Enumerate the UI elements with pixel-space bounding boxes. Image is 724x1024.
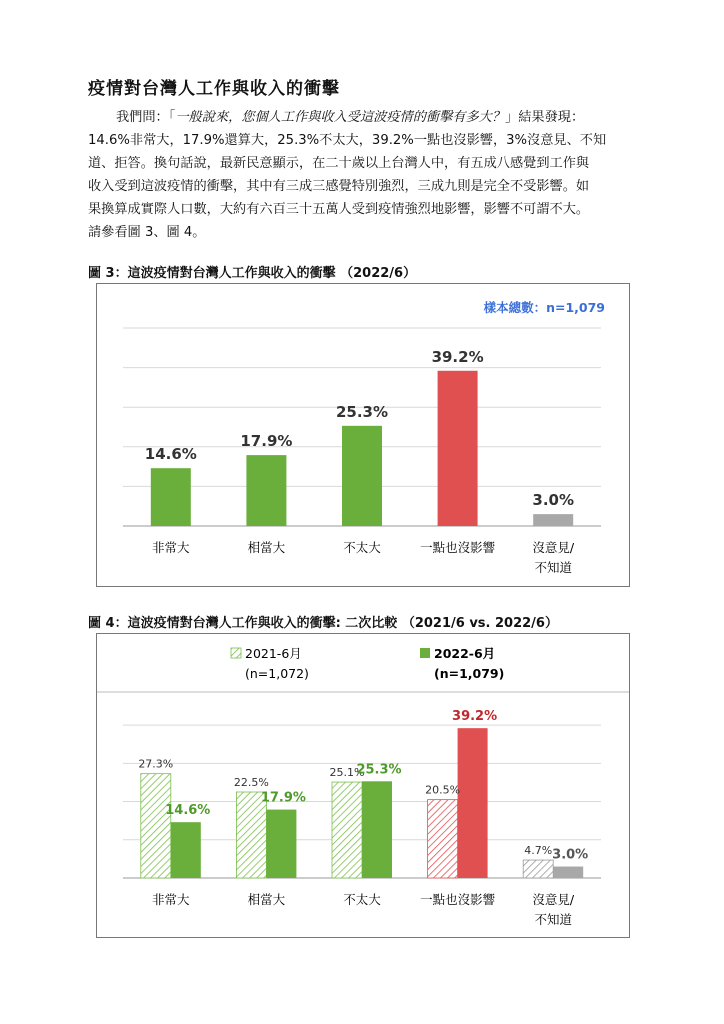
category-label-1: 相當大 bbox=[247, 892, 286, 907]
legend-sub-2022: (n=1,079) bbox=[434, 666, 505, 681]
paragraph-line-3: 道、拒答。換句話說，最新民意顯示，在二十歲以上台灣人中，有五成八感覺到工作與 bbox=[88, 156, 590, 171]
bar-2 bbox=[342, 426, 382, 526]
legend-swatch-2021 bbox=[231, 648, 241, 658]
bar-2021-4 bbox=[523, 860, 553, 878]
question-prefix: 我們問：「 bbox=[116, 110, 176, 125]
bar-2022-3 bbox=[458, 728, 488, 878]
bar-4 bbox=[533, 514, 573, 526]
category-label-4: 沒意見/ bbox=[532, 892, 575, 907]
figure3-chart bbox=[97, 284, 629, 586]
figure4-title: 圖 4：這波疫情對台灣人工作與收入的衝擊: 二次比較 （2021/6 vs. 2022/6） bbox=[88, 616, 558, 631]
bar-2022-4 bbox=[553, 867, 583, 878]
category-label-3: 一點也沒影響 bbox=[420, 892, 496, 907]
data-label-1: 17.9% bbox=[240, 432, 293, 451]
data-label-0: 14.6% bbox=[144, 445, 197, 464]
bar-2021-2 bbox=[332, 782, 362, 878]
paragraph-line-6: 請參看圖 3、圖 4。 bbox=[88, 225, 206, 240]
category-label-2: 不太大 bbox=[343, 540, 381, 555]
data-label-2021-2: 25.1% bbox=[329, 766, 365, 780]
body-paragraph bbox=[88, 106, 648, 244]
bar-2022-2 bbox=[362, 781, 392, 878]
category-label-4-line2: 不知道 bbox=[534, 912, 572, 927]
paragraph-line-1 bbox=[88, 106, 648, 129]
bar-1 bbox=[246, 455, 286, 526]
data-label-2021-1: 22.5% bbox=[233, 776, 269, 789]
data-label-2022-3: 39.2% bbox=[452, 709, 498, 725]
figure3-frame bbox=[96, 283, 630, 587]
bar-2022-0 bbox=[171, 822, 201, 878]
data-label-4: 3.0% bbox=[532, 491, 575, 510]
bar-2021-0 bbox=[141, 774, 171, 878]
category-label-4-line2: 不知道 bbox=[534, 560, 572, 575]
bar-0 bbox=[151, 468, 191, 526]
paragraph-line-4: 收入受到這波疫情的衝擊，其中有三成三感覺特別強烈，三成九則是完全不受影響。如 bbox=[88, 179, 590, 194]
data-label-2022-1: 17.9% bbox=[260, 790, 306, 806]
category-label-1: 相當大 bbox=[247, 540, 286, 555]
data-label-2021-3: 20.5% bbox=[425, 783, 461, 797]
question-text: 一般說來，您個人工作與收入受這波疫情的衝擊有多大？ bbox=[175, 110, 506, 125]
data-label-2021-0: 27.3% bbox=[138, 757, 174, 771]
legend-sub-2021: (n=1,072) bbox=[245, 666, 309, 681]
legend-label-2022: 2022-6月 bbox=[434, 646, 496, 661]
legend-label-2021: 2021-6月 bbox=[245, 646, 302, 661]
data-label-2022-4: 3.0% bbox=[552, 847, 589, 863]
data-label-3: 39.2% bbox=[431, 347, 484, 366]
bar-2022-1 bbox=[266, 810, 296, 878]
data-label-2: 25.3% bbox=[335, 402, 389, 421]
category-label-0: 非常大 bbox=[152, 540, 190, 555]
data-label-2021-4: 4.7% bbox=[524, 844, 553, 858]
category-label-0: 非常大 bbox=[152, 892, 190, 907]
data-label-2022-0: 14.6% bbox=[165, 803, 211, 819]
figure3-title: 圖 3：這波疫情對台灣人工作與收入的衝擊 （2022/6） bbox=[88, 266, 417, 281]
sample-size-note: 樣本總數：n=1,079 bbox=[483, 300, 605, 315]
figure4-chart bbox=[97, 634, 629, 937]
category-label-2: 不太大 bbox=[343, 892, 381, 907]
category-label-4: 沒意見/ bbox=[532, 540, 575, 555]
page-heading: 疫情對台灣人工作與收入的衝擊 bbox=[88, 79, 340, 99]
legend-swatch-2022 bbox=[420, 648, 430, 658]
question-suffix: 」結果發現： bbox=[505, 110, 585, 125]
figure4-legend bbox=[231, 646, 504, 681]
bar-2021-3 bbox=[428, 800, 458, 878]
figure4-frame bbox=[96, 633, 630, 938]
bar-3 bbox=[438, 371, 478, 526]
paragraph-line-2: 14.6%非常大，17.9%還算大，25.3%不太大，39.2%一點也沒影響，3%沒意見、不知 bbox=[88, 133, 607, 148]
data-label-2022-2: 25.3% bbox=[356, 762, 402, 778]
category-label-3: 一點也沒影響 bbox=[420, 540, 496, 555]
paragraph-line-5: 果換算成實際人口數，大約有六百三十五萬人受到疫情強烈地影響，影響不可謂不大。 bbox=[88, 202, 590, 217]
